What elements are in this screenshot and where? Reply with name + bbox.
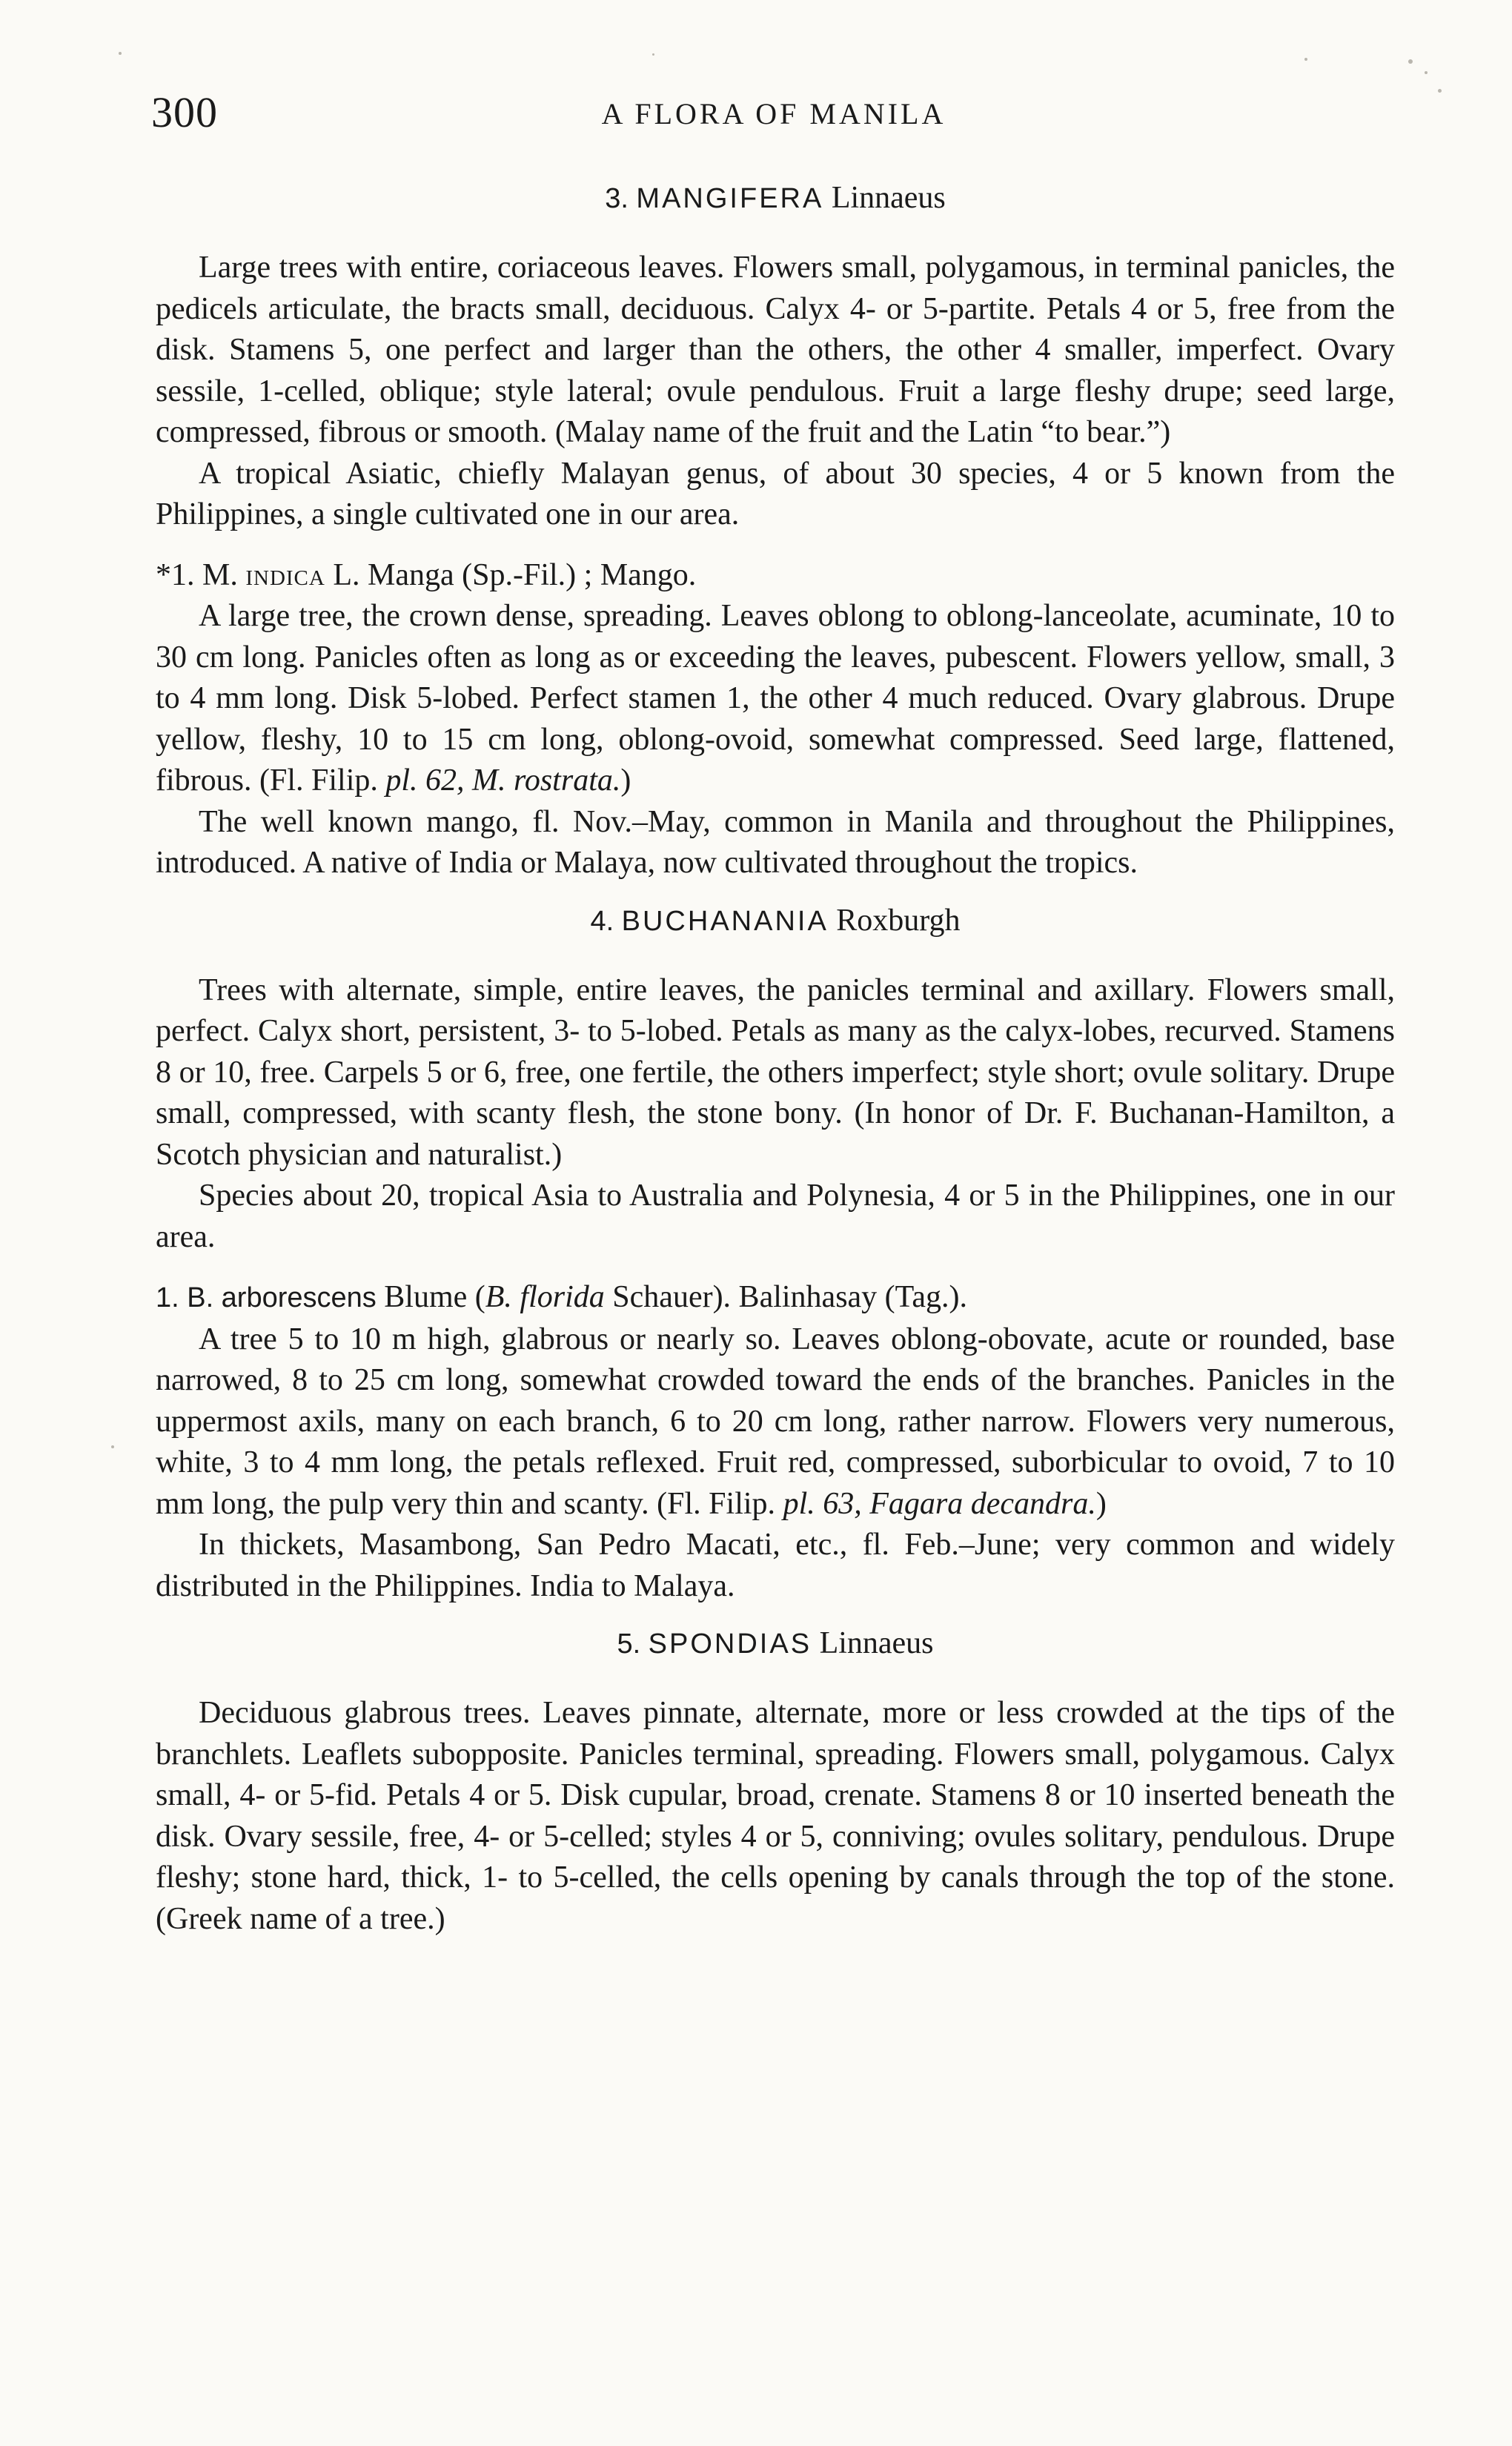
species-reference-plate: pl. 62, M. rostrata. xyxy=(385,763,621,798)
species-marker: *1. M. xyxy=(156,557,238,592)
genus-heading-mangifera xyxy=(156,178,1395,219)
species-synonym: B. florida xyxy=(485,1280,605,1314)
species-notes: The well known mango, fl. Nov.–May, common in Manila and throughout the Philippines, introduced. A native of India or Malaya, now cultivated throughout the tropics. xyxy=(156,804,1395,880)
page-body xyxy=(156,170,1395,1940)
genus-name: SPONDIAS xyxy=(648,1628,812,1660)
species-marker: 1. B. xyxy=(156,1282,214,1313)
species-reference-suffix: ) xyxy=(1095,1486,1107,1521)
scan-speck xyxy=(119,52,122,55)
species-description-text: A large tree, the crown dense, spreading. Leaves oblong to oblong-lanceolate, acuminate, 10 to 30 cm long. Panicles often as long as or exceeding the leaves, pubescent. Flowers yellow, small, 3 to 4 mm long. Disk 5-lobed. Perfect stamen 1, the other 4 much reduced. Ovary glabrous. Drupe yellow, fleshy, 10 to 15 cm long, oblong-ovoid, somewhat compressed. Seed large, flattened, fibrous. xyxy=(156,599,1395,798)
scan-speck xyxy=(1425,71,1428,74)
scan-speck xyxy=(652,53,654,56)
genus-authority: Linnaeus xyxy=(819,1626,934,1660)
species-heading-buchanania-arborescens xyxy=(156,1277,1395,1319)
synonym-rest: Schauer). Balinhasay (Tag.). xyxy=(612,1280,968,1314)
page-number: 300 xyxy=(151,88,218,136)
scan-speck xyxy=(111,1445,114,1448)
genus-heading-buchanania xyxy=(156,901,1395,942)
species-epithet: indica xyxy=(245,557,325,592)
species-description-text: A tree 5 to 10 m high, glabrous or nearly so. Leaves oblong-obovate, acute or rounded, base narrowed, 8 to 25 cm long, somewhat crowded toward the ends of the branches. Panicles in the uppermost axils, many on each branch, 6 to 20 cm long, rather narrow. Flowers very numerous, white, 3 to 4 mm long, the petals reflexed. Fruit red, compressed, suborbicular to ovoid, 7 to 10 mm long, the pulp very thin and scanty. xyxy=(156,1322,1395,1521)
genus-number: 4. xyxy=(590,905,614,937)
scan-speck xyxy=(1408,59,1413,64)
genus-authority: Roxburgh xyxy=(836,903,961,938)
genus-authority: Linnaeus xyxy=(831,181,946,215)
species-author-names: L. Manga (Sp.-Fil.) ; Mango. xyxy=(333,557,697,592)
synonym-open: ( xyxy=(474,1280,485,1314)
genus-description: Large trees with entire, coriaceous leaves. Flowers small, polygamous, in terminal panicles, the pedicels articulate, the bracts small, deciduous. Calyx 4- or 5-partite. Petals 4 or 5, free from the disk. Stamens 5, one perfect and larger than the others, the other 4 smaller, imperfect. Ovary sessile, 1-celled, oblique; style lateral; ovule pendulous. Fruit a large fleshy drupe; seed large, compressed, fibrous or smooth. (Malay name of the fruit and the Latin “to bear.”) xyxy=(156,251,1395,449)
species-author: Blume xyxy=(384,1280,468,1314)
scan-speck xyxy=(1304,58,1307,61)
scan-speck xyxy=(1438,89,1442,93)
genus-distribution: Species about 20, tropical Asia to Australia and Polynesia, 4 or 5 in the Philippines, one in our area. xyxy=(156,1179,1395,1254)
species-notes: In thickets, Masambong, San Pedro Macati, etc., fl. Feb.–June; very common and widely distributed in the Philippines. India to Malaya. xyxy=(156,1528,1395,1603)
species-reference-prefix: (Fl. Filip. xyxy=(259,763,378,798)
genus-heading-spondias xyxy=(156,1623,1395,1665)
page-header xyxy=(151,87,1396,147)
genus-name: MANGIFERA xyxy=(636,183,824,214)
genus-number: 3. xyxy=(605,183,629,214)
species-description xyxy=(156,1319,1395,1525)
species-reference-prefix: (Fl. Filip. xyxy=(657,1486,776,1521)
spacer xyxy=(156,536,1395,555)
species-description xyxy=(156,596,1395,802)
genus-name: BUCHANANIA xyxy=(621,905,829,937)
species-reference-plate: pl. 63, Fagara decandra. xyxy=(783,1486,1096,1521)
genus-description: Trees with alternate, simple, entire leaves, the panicles terminal and axillary. Flowers small, perfect. Calyx short, persistent, 3- to 5-lobed. Petals as many as the calyx-lobes, recurved. Stamens 8 or 10, free. Carpels 5 or 6, free, one fertile, the others imperfect; style short; ovule solitary. Drupe small, compressed, with scanty flesh, the stone bony. (In honor of Dr. F. Buchanan-Hamilton, a Scotch physician and naturalist.) xyxy=(156,972,1395,1172)
species-heading-mangifera-indica xyxy=(156,555,1395,597)
spacer xyxy=(156,1258,1395,1277)
genus-distribution: A tropical Asiatic, chiefly Malayan genus, of about 30 species, 4 or 5 known from the Philippines, a single cultivated one in our area. xyxy=(156,456,1395,531)
genus-number: 5. xyxy=(617,1628,641,1660)
species-epithet: arborescens xyxy=(221,1282,377,1313)
running-title: A FLORA OF MANILA xyxy=(601,97,946,130)
species-reference-suffix: ) xyxy=(620,763,631,798)
genus-description: Deciduous glabrous trees. Leaves pinnate, alternate, more or less crowded at the tips of the branchlets. Leaflets subopposite. Panicles terminal, spreading. Flowers small, polygamous. Calyx small, 4- or 5-fid. Petals 4 or 5. Disk cupular, broad, crenate. Stamens 8 or 10 inserted beneath the disk. Ovary sessile, free, 4- or 5-celled; styles 4 or 5, conniving; ovules solitary, pendulous. Drupe fleshy; stone hard, thick, 1- to 5-celled, the cells opening by canals through the top of the stone. (Greek name of a tree.) xyxy=(156,1696,1395,1936)
